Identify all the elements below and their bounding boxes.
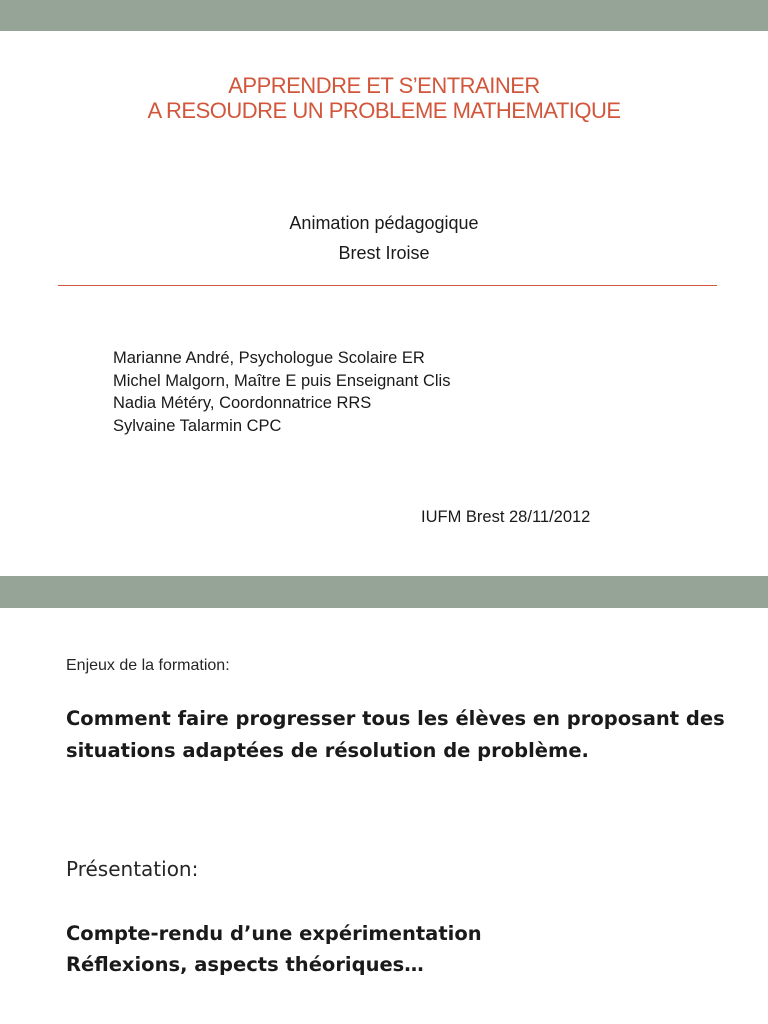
subtitle-line-1: Animation pédagogique — [289, 213, 479, 233]
author-item: Sylvaine Talarmin CPC — [113, 416, 282, 435]
slide-1-top-bar — [0, 0, 768, 31]
authors-list — [113, 347, 450, 437]
slide-1-subtitle — [0, 208, 768, 268]
presentation-line-1: Compte-rendu d’une expérimentation — [66, 922, 482, 945]
enjeux-statement — [66, 703, 746, 767]
slide-1-title — [0, 73, 768, 123]
enjeux-line-1: Comment faire progresser tous les élèves en proposant des — [66, 707, 725, 730]
enjeux-label: Enjeux de la formation: — [66, 657, 230, 674]
slide-2 — [0, 576, 768, 1024]
title-line-1: APPRENDRE ET S’ENTRAINER — [228, 73, 540, 98]
divider-line — [58, 285, 717, 286]
title-line-2: A RESOUDRE UN PROBLEME MATHEMATIQUE — [147, 98, 621, 123]
presentation-content — [66, 918, 482, 980]
author-item: Marianne André, Psychologue Scolaire ER — [113, 349, 425, 367]
presentation-label: Présentation: — [66, 857, 199, 881]
place-date: IUFM Brest 28/11/2012 — [421, 508, 591, 526]
enjeux-line-2: situations adaptées de résolution de problème. — [66, 739, 589, 762]
subtitle-line-2: Brest Iroise — [338, 243, 430, 263]
presentation-line-2: Réflexions, aspects théoriques… — [66, 953, 424, 976]
author-item: Michel Malgorn, Maître E puis Enseignant Clis — [113, 371, 451, 390]
author-item: Nadia Météry, Coordonnatrice RRS — [113, 394, 372, 412]
